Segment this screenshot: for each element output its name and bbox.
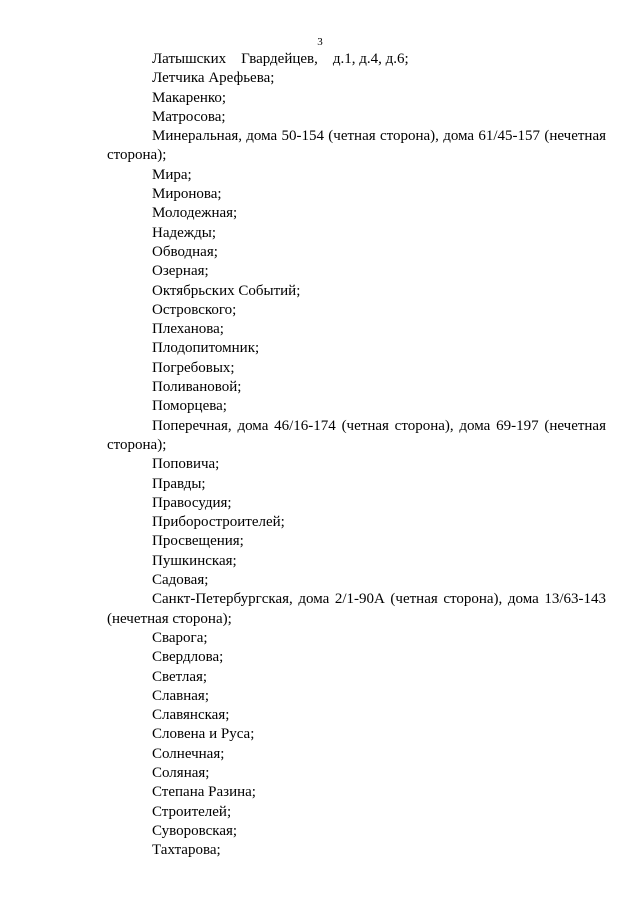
street-entry: Свердлова; [152,649,224,666]
street-entry: Славная; [152,687,209,704]
street-entry: Приборостроителей; [152,514,285,531]
street-entry: Озерная; [152,263,209,280]
street-entry: Строителей; [152,803,232,820]
street-entry: Латышских Гвардейцев, д.1, д.4, д.6; [152,51,409,67]
street-entry: Сварога; [152,629,208,646]
street-entry: Островского; [152,301,237,318]
street-entry: Матросова; [152,108,226,125]
street-entry: Соляная; [152,764,210,781]
street-list [107,50,606,860]
street-entry: Солнечная; [152,745,225,762]
street-entry: Макаренко; [152,89,227,106]
street-entry: Правосудия; [152,494,232,511]
street-entry: Садовая; [152,572,209,589]
street-entry: Словена и Руса; [152,726,255,743]
street-entry: Мира; [152,166,192,183]
street-entry: Поморцева; [152,398,227,415]
street-entry: Правды; [152,475,206,492]
street-entry: Минеральная, дома 50-154 (четная сторона), дома 61/45-157 (нечетная сторона); [107,128,606,164]
street-entry: Поперечная, дома 46/16-174 (четная сторона), дома 69-197 (нечетная сторона); [107,417,606,453]
street-entry: Просвещения; [152,533,244,550]
street-entry: Славянская; [152,707,230,724]
street-entry: Санкт-Петербургская, дома 2/1-90А (четная сторона), дома 13/63-143 (нечетная сторона); [107,591,606,627]
street-entry: Молодежная; [152,205,238,222]
street-entry: Октябрьских Событий; [152,282,301,299]
street-entry: Погребовых; [152,359,235,376]
street-entry: Обводная; [152,243,218,260]
street-entry: Плодопитомник; [152,340,260,357]
street-entry: Миронова; [152,186,222,203]
street-entry: Надежды; [152,224,217,241]
street-entry: Суворовская; [152,822,238,839]
street-entry: Тахтарова; [152,842,221,859]
street-entry: Светлая; [152,668,208,685]
street-entry: Поповича; [152,456,220,473]
street-entry: Поливановой; [152,379,242,396]
page-number: 3 [317,36,323,48]
street-entry: Летчика Арефьева; [152,70,275,87]
street-entry: Пушкинская; [152,552,237,569]
street-entry: Плеханова; [152,321,224,338]
street-entry: Степана Разина; [152,784,256,801]
